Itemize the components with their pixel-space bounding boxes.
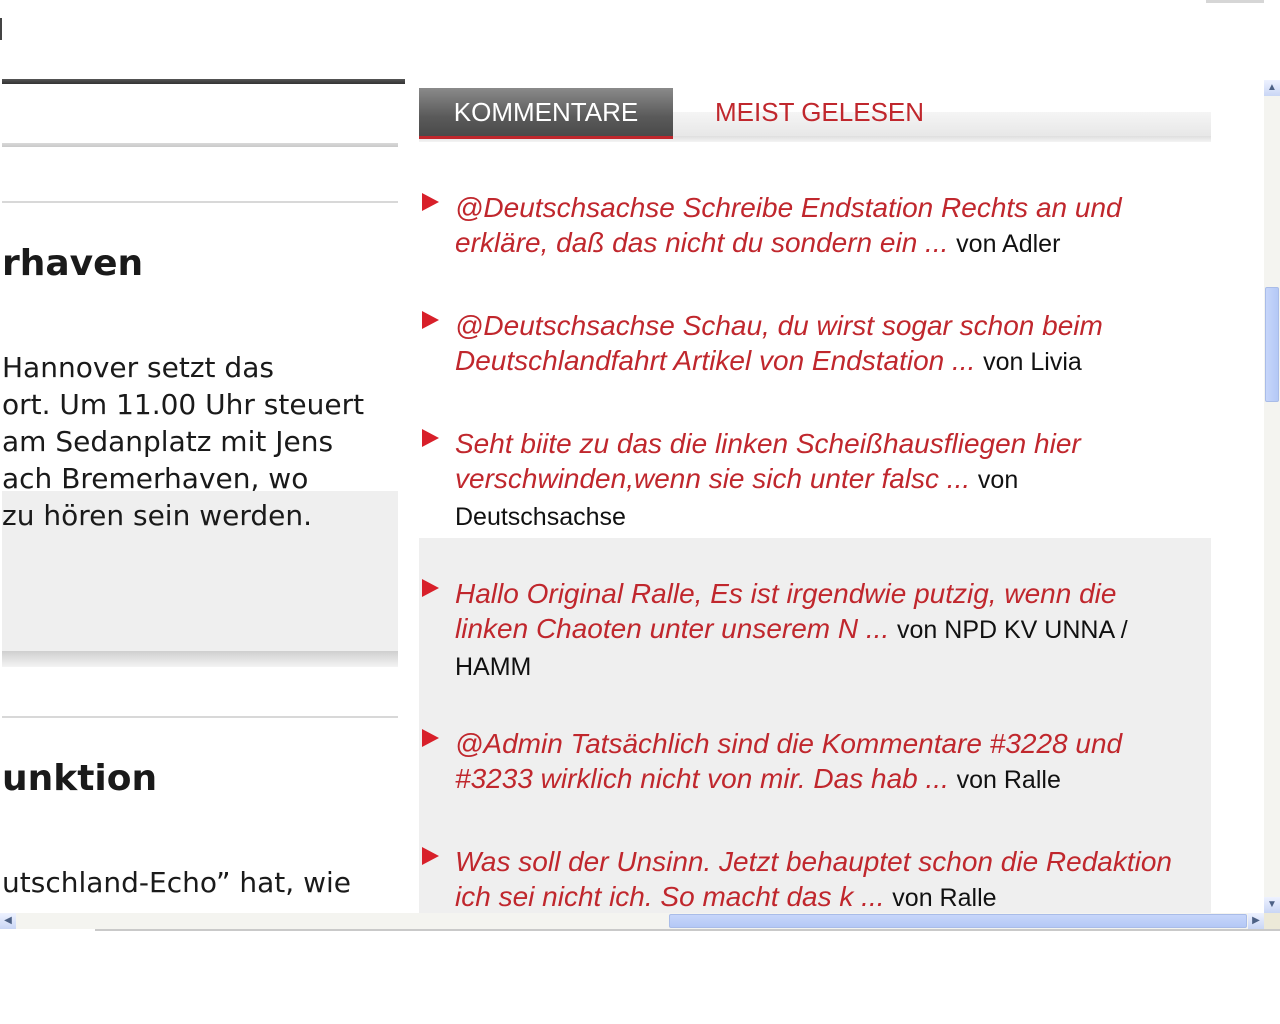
comments-tab-bar bbox=[419, 88, 1211, 142]
horizontal-scrollbar[interactable] bbox=[0, 913, 1264, 929]
comment-link[interactable]: Was soll der Unsinn. Jetzt behauptet schon die Redaktion ich sei nicht ich. So macht das k ... bbox=[455, 846, 1173, 912]
teaser-line: Hannover setzt das bbox=[2, 351, 274, 384]
comment-author: von Deutschsachse bbox=[455, 466, 1019, 531]
divider bbox=[2, 143, 398, 147]
comment-link[interactable]: Seht biite zu das die linken Scheißhausfliegen hier verschwinden,wenn sie sich unter falsc ... bbox=[455, 428, 1081, 494]
section-top-bar bbox=[2, 79, 405, 84]
divider bbox=[2, 716, 398, 718]
red-triangle-arrow-icon bbox=[422, 429, 439, 447]
divider bbox=[2, 201, 398, 203]
top-edge-tab bbox=[1206, 0, 1264, 3]
tab-meist-gelesen[interactable]: MEIST GELESEN bbox=[715, 97, 925, 127]
red-triangle-arrow-icon bbox=[422, 729, 439, 747]
tab-kommentare[interactable]: KOMMENTARE bbox=[419, 88, 673, 139]
scroll-down-arrow-icon[interactable]: ▼ bbox=[1264, 897, 1280, 913]
red-triangle-arrow-icon bbox=[422, 311, 439, 329]
comment-link[interactable]: @Deutschsachse Schreibe Endstation Rechts an und erkläre, daß das nicht du sondern ein ... bbox=[455, 192, 1122, 258]
comment-author: von Ralle bbox=[956, 766, 1061, 794]
teaser-line: ach Bremerhaven, wo bbox=[2, 462, 309, 495]
comment-link[interactable]: Hallo Original Ralle, Es ist irgendwie putzig, wenn die linken Chaoten unter unserem N ... bbox=[455, 578, 1117, 644]
article-headline[interactable]: rhaven bbox=[2, 243, 144, 284]
teaser-line: utschland-Echo” hat, wie bbox=[2, 866, 351, 899]
red-triangle-arrow-icon bbox=[422, 193, 439, 211]
comment-author: von Adler bbox=[956, 230, 1061, 258]
article-teaser bbox=[2, 349, 364, 534]
teaser-line: zu hören sein werden. bbox=[2, 499, 313, 532]
comment-link[interactable]: @Deutschsachse Schau, du wirst sogar schon beim Deutschlandfahrt Artikel von Endstation ... bbox=[455, 310, 1103, 376]
comment-link[interactable]: @Admin Tatsächlich sind die Kommentare #3228 und #3233 wirklich nicht von mir. Das hab ... bbox=[455, 728, 1123, 794]
article-list-column bbox=[0, 0, 400, 913]
comment-author: von Ralle bbox=[892, 884, 997, 912]
red-triangle-arrow-icon bbox=[422, 579, 439, 597]
vertical-scrollbar[interactable] bbox=[1264, 80, 1280, 913]
teaser-line: ort. Um 11.00 Uhr steuert bbox=[2, 388, 365, 421]
scrollbar-corner bbox=[1264, 913, 1280, 929]
teaser-line: am Sedanplatz mit Jens bbox=[2, 425, 334, 458]
scroll-left-arrow-icon[interactable]: ◀ bbox=[0, 913, 16, 929]
horizontal-scroll-thumb[interactable] bbox=[669, 914, 1247, 928]
comment-author: von Livia bbox=[983, 348, 1082, 376]
article-teaser bbox=[2, 864, 351, 901]
article-headline[interactable]: unktion bbox=[2, 758, 158, 799]
vertical-scroll-thumb[interactable] bbox=[1265, 287, 1279, 402]
red-triangle-arrow-icon bbox=[422, 847, 439, 865]
teaser-shadow bbox=[2, 651, 398, 667]
scroll-up-arrow-icon[interactable]: ▲ bbox=[1264, 80, 1280, 96]
scroll-right-arrow-icon[interactable]: ▶ bbox=[1248, 913, 1264, 929]
window-bottom-edge bbox=[95, 929, 1280, 931]
comment-author: von NPD KV UNNA / HAMM bbox=[455, 616, 1128, 681]
